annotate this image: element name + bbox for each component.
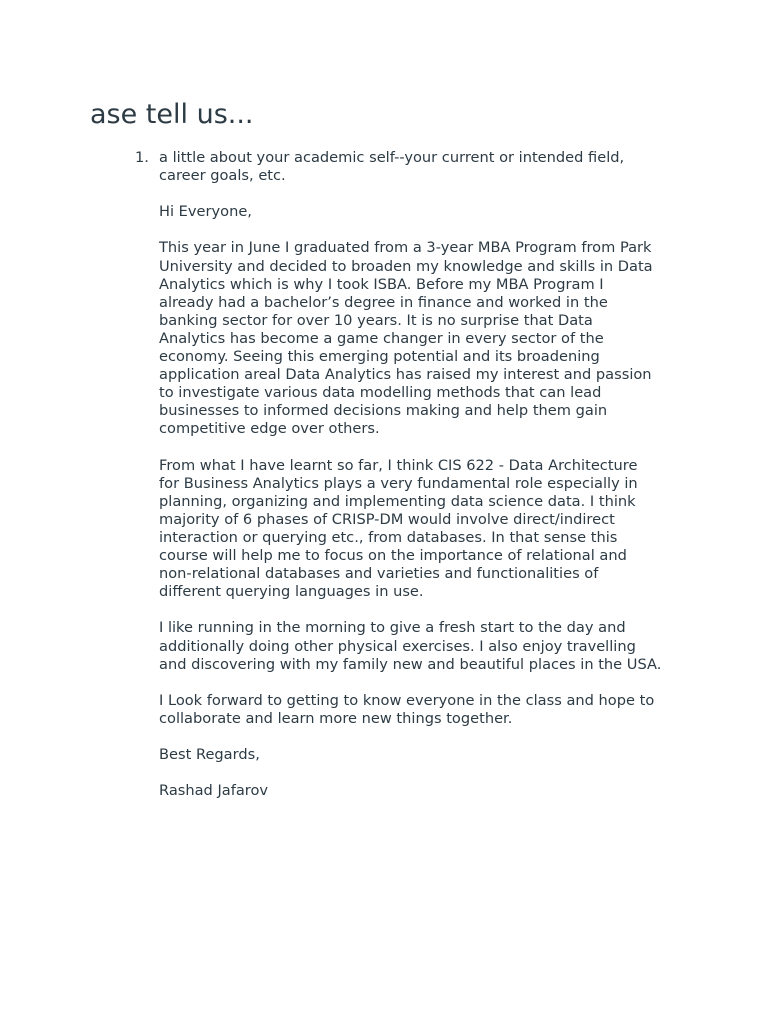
list-item-number: 1. [135,149,149,166]
closing-text: Best Regards, [159,746,260,764]
question-text: a little about your academic self--your current or intended field, career goals, etc. [159,149,625,185]
question-list [135,149,699,800]
greeting-text: Hi Everyone, [159,203,252,221]
signature-text: Rashad Jafarov [159,782,269,800]
list-item [135,149,699,800]
page-heading: ase tell us... [90,99,254,130]
answer-paragraph-2: From what I have learnt so far, I think CIS 622 - Data Architecture for Business Analytics plays a very fundamental role especially in planning, organizing and implementing data science data. I think majority of 6 phases of CRISP-DM would involve direct/indirect interaction or querying etc., from databases. In that sense this course will help me to focus on the importance of relational and non-relational databases and varieties and functionalities of different querying languages in use. [159,456,638,601]
answer-paragraph-4: I Look forward to getting to know everyone in the class and hope to collaborate and learn more new things together. [159,691,655,727]
answer-paragraph-1: This year in June I graduated from a 3-year MBA Program from Park University and decided to broaden my knowledge and skills in Data Analytics which is why I took ISBA. Before my MBA Program I already had a bachelor’s degree in finance and worked in the banking sector for over 10 years. It is no surprise that Data Analytics has become a game changer in every sector of the economy. Seeing this emerging potential and its broadening application areal Data Analytics has raised my interest and passion to investigate various data modelling methods that can lead businesses to informed decisions making and help them gain competitive edge over others. [159,239,653,438]
answer-paragraph-3: I like running in the morning to give a fresh start to the day and additionally doing other physical exercises. I also enjoy travelling and discovering with my family new and beautiful places in the USA. [159,619,662,673]
